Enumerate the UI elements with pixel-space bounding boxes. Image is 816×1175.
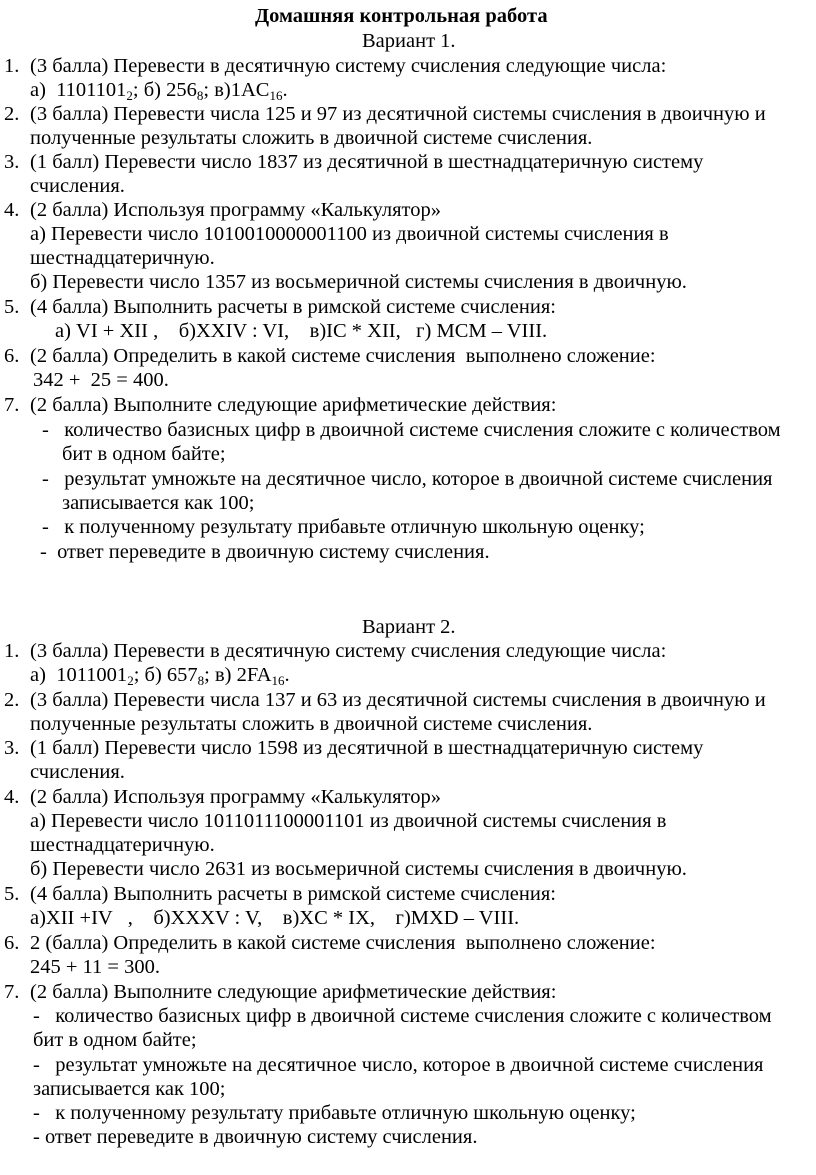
- v2-item-6-number: 6.: [4, 932, 20, 954]
- v2-item-3-line-2: счисления.: [30, 761, 125, 783]
- v2-item-7-number: 7.: [4, 981, 20, 1003]
- v2-item-4-line-3: шестнадцатеричную.: [30, 834, 215, 856]
- v1-item-6-line-2: 342 + 25 = 400.: [33, 369, 169, 391]
- v1-item-4-line-4: б) Перевести число 1357 из восьмеричной системы счисления в двоичную.: [30, 271, 687, 293]
- v2-item-4-line-2: а) Перевести число 1011011100001101 из двоичной системы счисления в: [30, 810, 667, 832]
- v1-item-4-number: 4.: [4, 199, 20, 221]
- v2-item-2-line-2: полученные результаты сложить в двоичной системе счисления.: [30, 713, 593, 735]
- v1-item-7-number: 7.: [4, 394, 20, 416]
- v1-item-1-number: 1.: [4, 55, 20, 77]
- v2-item-5-number: 5.: [4, 883, 20, 905]
- v2-item-6-line-2: 245 + 11 = 300.: [30, 956, 160, 978]
- v1-item-5-line-1: (4 балла) Выполнить расчеты в римской системе счисления:: [30, 296, 556, 318]
- v1-item-3-number: 3.: [4, 151, 20, 173]
- v1-item-7-bullet-1: - количество базисных цифр в двоичной системе счисления сложите с количеством: [42, 419, 781, 441]
- v2-item-5-line-2: а)XII +IV , б)XXXV : V, в)XC * IX, г)MXD – VIII.: [30, 907, 520, 929]
- v2-item-7-bullet-2-cont: записывается как 100;: [33, 1078, 226, 1100]
- v1-item-1-text: (3 балла) Перевести в десятичную систему счисления следующие числа:: [30, 55, 667, 77]
- v2-item-3-number: 3.: [4, 737, 20, 759]
- variant-1-heading: Вариант 1.: [362, 30, 456, 52]
- v2-item-7-bullet-4: - ответ переведите в двоичную систему счисления.: [33, 1126, 478, 1148]
- v2-item-7-bullet-1: - количество базисных цифр в двоичной системе счисления сложите с количеством: [33, 1005, 772, 1027]
- v2-item-7-bullet-3: - к полученному результату прибавьте отличную школьную оценку;: [33, 1102, 636, 1124]
- v2-item-7-bullet-1-cont: бит в одном байте;: [33, 1029, 197, 1051]
- v2-item-4-line-4: б) Перевести число 2631 из восьмеричной системы счисления в двоичную.: [30, 858, 687, 880]
- v1-item-6-line-1: (2 балла) Определить в какой системе счисления выполнено сложение:: [30, 345, 656, 367]
- v2-item-1-number: 1.: [4, 640, 20, 662]
- v2-item-7-line-1: (2 балла) Выполните следующие арифметические действия:: [30, 981, 557, 1003]
- v1-item-1-numbers: а) $1101101_2$; б) $256_8$; $в)1AC_{16}$.: [30, 79, 288, 103]
- v1-item-7-bullet-1-cont: бит в одном байте;: [62, 443, 226, 465]
- document-title: Домашняя контрольная работа: [255, 5, 548, 27]
- v1-item-7-bullet-2-cont: записывается как 100;: [62, 492, 255, 514]
- v1-item-2-number: 2.: [4, 103, 20, 125]
- v1-item-3-line-2: счисления.: [30, 175, 125, 197]
- v2-item-1-text: (3 балла) Перевести в десятичную систему счисления следующие числа:: [30, 640, 667, 662]
- v1-item-4-line-1: (2 балла) Используя программу «Калькулятор»: [30, 199, 441, 221]
- v1-item-5-line-2: а) VI + XII , б)XXIV : VI, в)IC * XII, г) MCM – VIII.: [55, 320, 548, 342]
- v2-item-2-line-1: (3 балла) Перевести числа 137 и 63 из десятичной системы счисления в двоичную и: [30, 689, 766, 711]
- v2-item-1-numbers: а) $1011001_2$; б) $657_8$; в) $2FA_{16}$.: [30, 664, 290, 688]
- v1-item-7-line-1: (2 балла) Выполните следующие арифметические действия:: [30, 394, 557, 416]
- v1-item-7-bullet-4: - ответ переведите в двоичную систему счисления.: [40, 541, 490, 563]
- v1-item-4-line-2: а) Перевести число 1010010000001100 из двоичной системы счисления в: [30, 223, 669, 245]
- variant-2-heading: Вариант 2.: [362, 616, 456, 638]
- v1-item-7-bullet-2: - результат умножьте на десятичное число, которое в двоичной системе счисления: [42, 468, 773, 490]
- v2-item-4-line-1: (2 балла) Используя программу «Калькулятор»: [30, 786, 441, 808]
- v1-item-2-line-2: полученные результаты сложить в двоичной системе счисления.: [30, 127, 593, 149]
- v2-item-2-number: 2.: [4, 689, 20, 711]
- v1-item-7-bullet-3: - к полученному результату прибавьте отличную школьную оценку;: [42, 516, 645, 538]
- v1-item-2-line-1: (3 балла) Перевести числа 125 и 97 из десятичной системы счисления в двоичную и: [30, 103, 766, 125]
- v2-item-6-line-1: 2 (балла) Определить в какой системе счисления выполнено сложение:: [30, 932, 656, 954]
- v1-item-6-number: 6.: [4, 345, 20, 367]
- v2-item-4-number: 4.: [4, 786, 20, 808]
- v1-item-3-line-1: (1 балл) Перевести число 1837 из десятичной в шестнадцатеричную систему: [30, 151, 704, 173]
- v1-item-4-line-3: шестнадцатеричную.: [30, 247, 215, 269]
- v2-item-7-bullet-2: - результат умножьте на десятичное число, которое в двоичной системе счисления: [33, 1054, 764, 1076]
- v1-item-5-number: 5.: [4, 296, 20, 318]
- v2-item-5-line-1: (4 балла) Выполнить расчеты в римской системе счисления:: [30, 883, 556, 905]
- v2-item-3-line-1: (1 балл) Перевести число 1598 из десятичной в шестнадцатеричную систему: [30, 737, 704, 759]
